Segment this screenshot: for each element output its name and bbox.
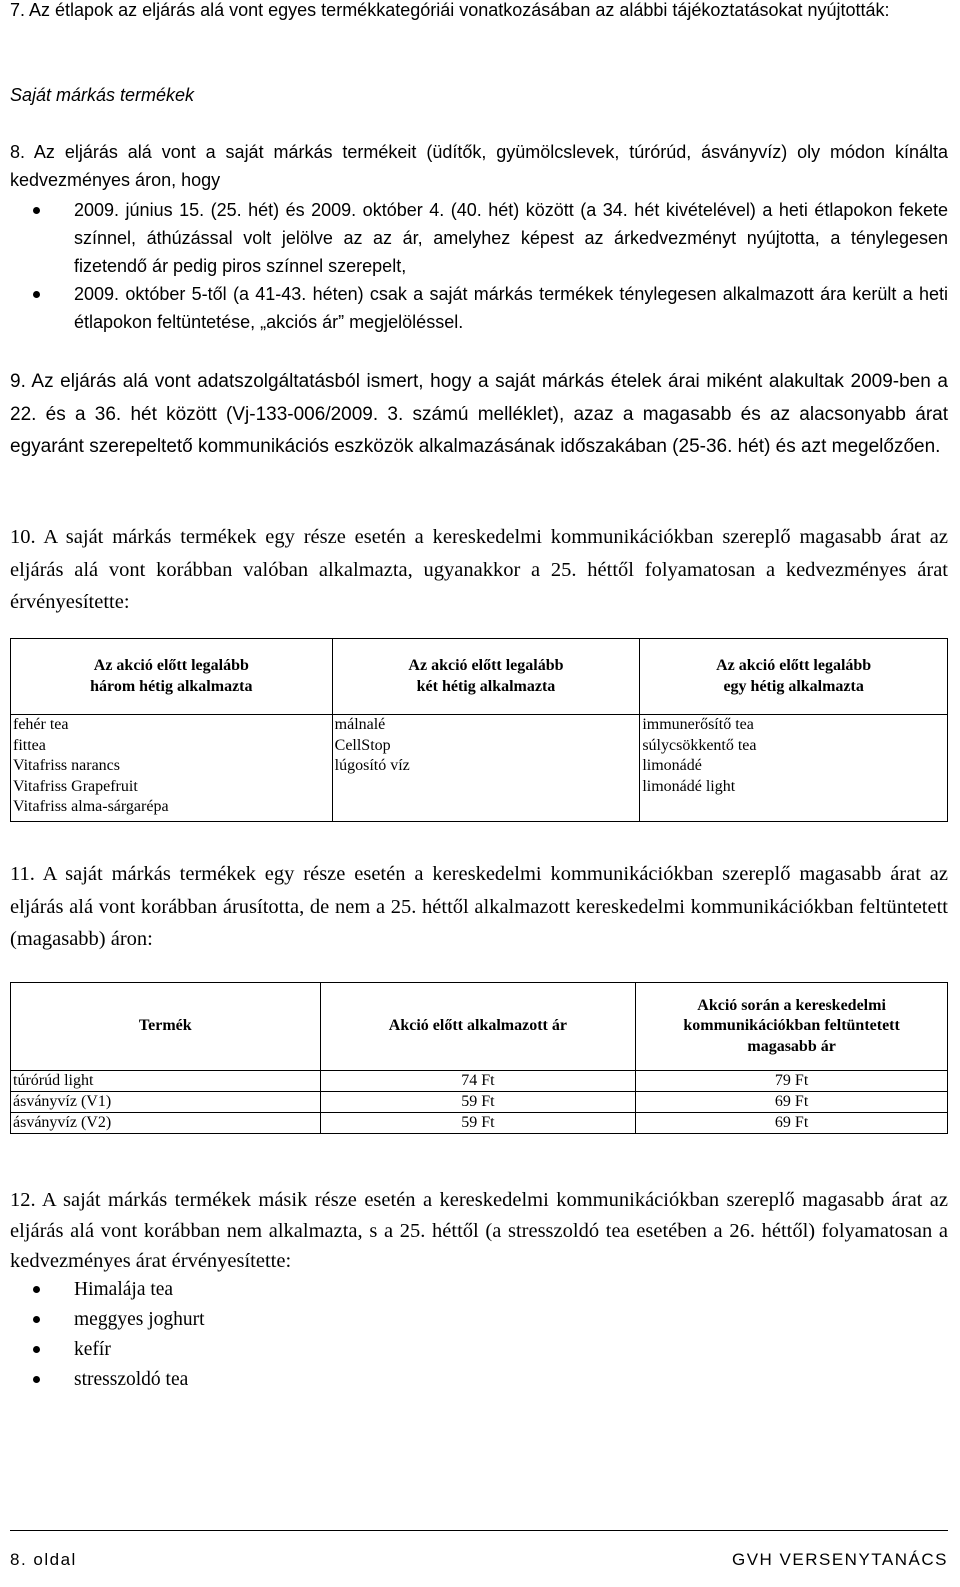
paragraph-8	[10, 138, 948, 336]
table-cell: 69 Ft	[636, 1092, 948, 1113]
paragraph-9: 9. Az eljárás alá vont adatszolgáltatásból ismert, hogy a saját márkás ételek árai miként alakultak 2009-ben a 22. és a 36. hét között (Vj-133-006/2009. 3. számú melléklet), azaz a magasabb és az alacsonyabb árat egyaránt szerepeltető kommunikációs eszközök alkalmazásának időszakában (25-36. hét) és azt megelőzően.	[10, 371, 948, 457]
paragraph-7: 7. Az étlapok az eljárás alá vont egyes termékkategóriái vonatkozásában az alábbi tájékoztatásokat nyújtották:	[10, 0, 890, 20]
table-cell: 74 Ft	[320, 1071, 636, 1092]
table-header-row	[11, 983, 948, 1071]
table-row	[11, 715, 948, 822]
table-cell: túrórúd light	[11, 1071, 321, 1092]
table-cell: fehér tea fittea Vitafriss narancs Vitafriss Grapefruit Vitafriss alma-sárgarépa	[11, 715, 333, 822]
paragraph-8-bullets	[10, 196, 948, 336]
table-header: Akció során a kereskedelmi kommunikációkban feltüntetett magasabb ár	[636, 983, 948, 1071]
page-footer	[10, 1550, 948, 1570]
table-prices	[10, 982, 948, 1134]
list-item	[10, 196, 948, 280]
list-item: kefír	[10, 1335, 948, 1365]
table-cell: 79 Ft	[636, 1071, 948, 1092]
list-item: Himalája tea	[10, 1275, 948, 1305]
table-header: Az akció előtt legalább két hétig alkalmazta	[332, 639, 640, 715]
paragraph-10: 10. A saját márkás termékek egy része esetén a kereskedelmi kommunikációkban szereplő magasabb árat az eljárás alá vont korábban valóban alkalmazta, ugyanakkor a 25. héttől folyamatosan a kedvezményes árat érvényesítette:	[10, 526, 948, 613]
section-title: Saját márkás termékek	[10, 85, 195, 105]
table-cell: 59 Ft	[320, 1092, 636, 1113]
footer-divider	[10, 1530, 948, 1531]
page-number: 8. oldal	[10, 1550, 77, 1569]
table-cell: ásványvíz (V2)	[11, 1113, 321, 1134]
table-action-duration	[10, 638, 948, 822]
footer-organization: GVH VERSENYTANÁCS	[731, 1550, 948, 1569]
table-row	[11, 1113, 948, 1134]
table-row	[11, 1071, 948, 1092]
paragraph-12-bullets	[10, 1275, 948, 1395]
list-item	[10, 280, 948, 336]
table-header-row	[11, 639, 948, 715]
table-header: Az akció előtt legalább három hétig alkalmazta	[11, 639, 333, 715]
table-header: Termék	[11, 983, 321, 1071]
table-row	[11, 1092, 948, 1113]
table-header: Az akció előtt legalább egy hétig alkalmazta	[640, 639, 948, 715]
table-cell: 59 Ft	[320, 1113, 636, 1134]
table-cell: ásványvíz (V1)	[11, 1092, 321, 1113]
paragraph-11: 11. A saját márkás termékek egy része esetén a kereskedelmi kommunikációkban szereplő magasabb árat az eljárás alá vont korábban árusította, de nem a 25. héttől alkalmazott kereskedelmi kommunikációkban feltüntetett (magasabb) áron:	[10, 863, 948, 950]
table-cell: 69 Ft	[636, 1113, 948, 1134]
table-cell: málnalé CellStop lúgosító víz	[332, 715, 640, 822]
list-item: meggyes joghurt	[10, 1305, 948, 1335]
table-cell: immunerősítő tea súlycsökkentő tea limonádé limonádé light	[640, 715, 948, 822]
bullet-text: 2009. október 5-től (a 41-43. héten) csak a saját márkás termékek ténylegesen alkalmazott ára került a heti étlapokon feltüntetése, „akciós ár” megjelöléssel.	[74, 284, 948, 332]
paragraph-12: 12. A saját márkás termékek másik része esetén a kereskedelmi kommunikációkban szereplő magasabb árat az eljárás alá vont korábban nem alkalmazta, s a 25. héttől (a stresszoldó tea esetében a 26. héttől) folyamatosan a kedvezményes árat érvényesítette:	[10, 1189, 948, 1272]
list-item: stresszoldó tea	[10, 1365, 948, 1395]
bullet-text: 2009. június 15. (25. hét) és 2009. október 4. (40. hét) között (a 34. hét kivételével) a heti étlapokon fekete színnel, áthúzással volt jelölve az az ár, amelyhez képest az árkedvezményt nyújtotta, a ténylegesen fizetendő ár pedig piros színnel szerepelt,	[74, 200, 948, 276]
paragraph-8-intro: 8. Az eljárás alá vont a saját márkás termékeit (üdítők, gyümölcslevek, túrórúd, ásványvíz) oly módon kínálta kedvezményes áron, hogy	[10, 142, 948, 190]
table-header: Akció előtt alkalmazott ár	[320, 983, 636, 1071]
